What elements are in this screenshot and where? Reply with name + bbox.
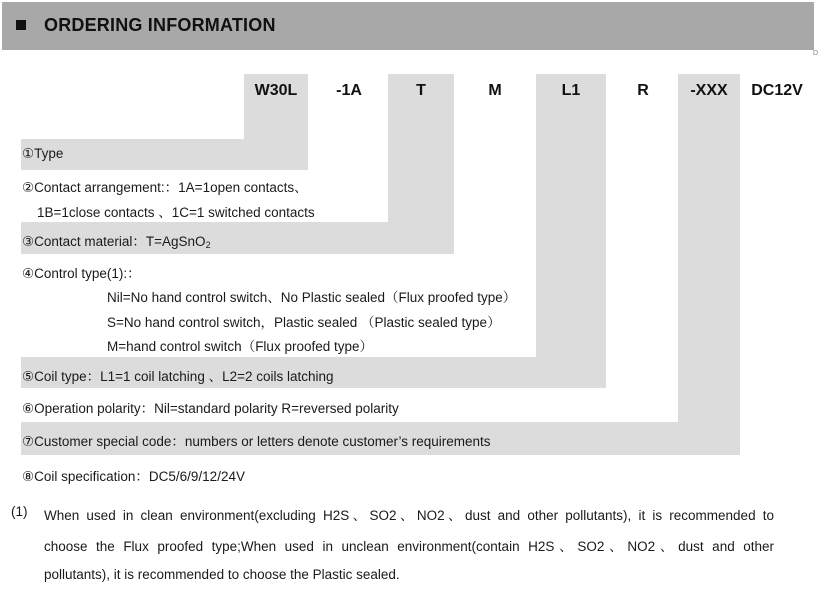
row-control-nil: Nil=No hand control switch、No Plastic sealed（Flux proofed type） (107, 290, 517, 305)
code-m: M (488, 82, 502, 99)
code-r: R (637, 82, 649, 99)
row-type: ①Type (22, 146, 64, 161)
row-control-s: S=No hand control switch，Plastic sealed （Plastic sealed type） (107, 315, 501, 330)
row-coil-type: ⑤Coil type：L1=1 coil latching 、L2=2 coils latching (22, 369, 334, 384)
code-xxx: -XXX (690, 82, 728, 99)
code-1a: -1A (336, 82, 362, 99)
row-control-type: ④Control type(1):： (22, 266, 141, 281)
code-w30l: W30L (254, 82, 298, 99)
section-title: ORDERING INFORMATION (44, 15, 276, 35)
square-bullet-icon (16, 20, 26, 30)
code-voltage: DC12V (751, 82, 803, 99)
row-bg-type (21, 139, 308, 170)
contact-material-text: ③Contact material：T=AgSnO (22, 234, 206, 249)
edge-mark: D (813, 50, 818, 57)
code-t: T (416, 82, 426, 99)
band-l1 (536, 74, 606, 388)
note-line-2: choose the Flux proofed type;When used in unclean environment(contain H2S、SO2、NO2、dust and other (44, 539, 774, 554)
row-contact-arrangement-2: 1B=1close contacts 、1C=1 switched contacts (37, 205, 315, 220)
note-marker: (1) (11, 504, 28, 519)
contact-material-subscript: 2 (205, 240, 211, 250)
row-contact-arrangement: ②Contact arrangement:：1A=1open contacts、 (22, 180, 308, 195)
row-operation-polarity: ⑥Operation polarity：Nil=standard polarity R=reversed polarity (22, 401, 399, 416)
row-coil-spec: ⑧Coil specification：DC5/6/9/12/24V (22, 469, 245, 484)
band-xxx (678, 74, 740, 455)
section-header (2, 2, 814, 50)
row-contact-material (22, 230, 211, 250)
row-control-m: M=hand control switch（Flux proofed type） (107, 339, 373, 354)
code-l1: L1 (561, 82, 581, 99)
note-line-3: pollutants), it is recommended to choose the Plastic sealed. (44, 567, 400, 582)
note-line-1: When used in clean environment(excluding H2S、SO2、NO2、dust and other pollutants), it is recommended to (44, 508, 774, 523)
row-customer-code: ⑦Customer special code：numbers or letters denote customer’s requirements (22, 434, 491, 449)
